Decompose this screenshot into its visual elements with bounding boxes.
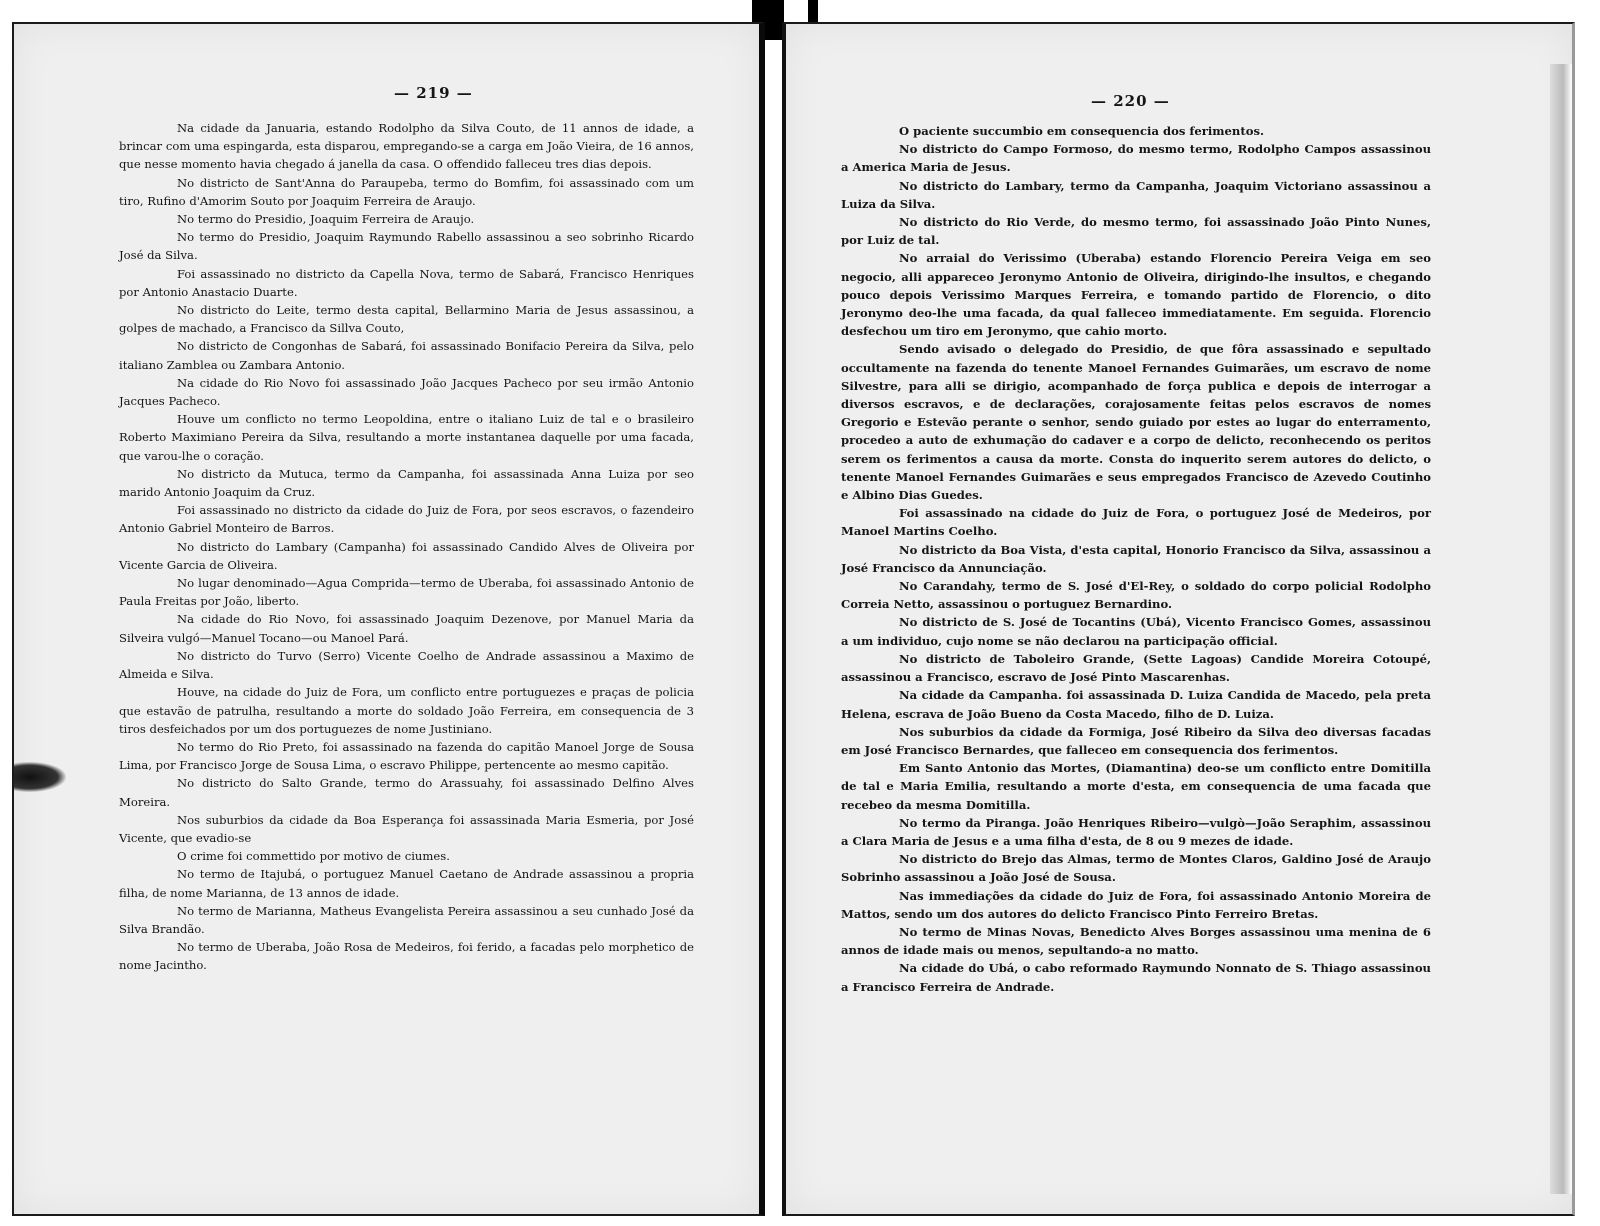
paragraph: No termo da Piranga. João Henriques Ribeiro—vulgò—João Seraphim, assassinou a Clara Maria de Jesus e a uma filha d'esta, de 8 ou 9 mezes de idade.	[841, 815, 1431, 848]
paragraph: No termo do Rio Preto, foi assassinado na fazenda do capitão Manoel Jorge de Sousa Lima, por Francisco Jorge de Sousa Lima, o escravo Philippe, pertencente ao mesmo capitão.	[119, 739, 694, 773]
left-page	[12, 22, 765, 1216]
paragraph: Em Santo Antonio das Mortes, (Diamantina) deo-se um conflicto entre Domitilla de tal e Maria Emilia, resultando a morte d'esta, em consequencia de uma facada que recebeo da mesma Domitilla.	[841, 761, 1431, 812]
paragraph: No districto do Campo Formoso, do mesmo termo, Rodolpho Campos assassinou a America Maria de Jesus.	[841, 142, 1431, 175]
paragraph: O crime foi commettido por motivo de ciumes.	[177, 849, 450, 864]
paragraph: No districto de S. José de Tocantins (Ubá), Vicento Francisco Gomes, assassinou a um individuo, cujo nome se não declarou na participação official.	[841, 615, 1431, 648]
page-number-219: — 219 —	[394, 84, 473, 102]
ink-blot	[14, 762, 66, 792]
paragraph: No termo de Marianna, Matheus Evangelista Pereira assassinou a seu cunhado José da Silva Brandão.	[119, 903, 694, 936]
paragraph: Na cidade da Januaria, estando Rodolpho da Silva Couto, de 11 annos de idade, a brincar com uma espingarda, esta disparou, empregando-se a carga em João Vieira, de 16 annos, que nesse momento havia chegado á janella da casa. O offendido falleceu tres dias depois.	[119, 121, 694, 172]
paragraph: No districto do Turvo (Serro) Vicente Coelho de Andrade assassinou a Maximo de Almeida e Silva.	[119, 648, 694, 682]
paragraph: Houve um conflicto no termo Leopoldina, entre o italiano Luiz de tal e o brasileiro Roberto Maximiano Pereira da Silva, resultando a morte instantanea daquelle por uma facada, que varou-lhe o coração.	[119, 412, 694, 463]
paragraph: No districto do Brejo das Almas, termo de Montes Claros, Galdino José de Araujo Sobrinho assassinou a João José de Sousa.	[841, 852, 1431, 885]
paragraph: No districto da Mutuca, termo da Campanha, foi assassinada Anna Luiza por seo marido Antonio Joaquim da Cruz.	[119, 466, 694, 500]
paragraph: Nas immediações da cidade do Juiz de Fora, foi assassinado Antonio Moreira de Mattos, sendo um dos autores do delicto Francisco Pinto Ferreiro Bretas.	[841, 888, 1431, 921]
paragraph: No districto do Leite, termo desta capital, Bellarmino Maria de Jesus assassinou, a golpes de machado, a Francisco da Sillva Couto,	[119, 303, 694, 336]
paragraph: No termo de Minas Novas, Benedicto Alves Borges assassinou uma menina de 6 annos de idade mais ou menos, sepultando-a no matto.	[841, 924, 1431, 958]
page-edge	[1550, 64, 1572, 1194]
paragraph: No termo do Presidio, Joaquim Ferreira de Araujo.	[177, 212, 475, 227]
paragraph: Foi assassinado na cidade do Juiz de Fora, o portuguez José de Medeiros, por Manoel Martins Coelho.	[841, 506, 1431, 539]
paragraph: Foi assassinado no districto da Capella Nova, termo de Sabará, Francisco Henriques por Antonio Anastacio Duarte.	[119, 266, 694, 299]
paragraph: No districto do Rio Verde, do mesmo termo, foi assassinado João Pinto Nunes, por Luiz de tal.	[841, 215, 1431, 248]
paragraph: Sendo avisado o delegado do Presidio, de que fôra assassinado e sepultado occultamente na fazenda do tenente Manoel Fernandes Guimarães, um escravo de nome Silvestre, para alli se dirigio, acompanhado de força publica e depois de interrogar a diversos escravos, e de declarações, corajosamente feitas pelos escravos de nomes Gregorio e Estevão perante o senhor, sendo guiado por estes ao lugar do enterramento, procedeo a auto de exhumação do cadaver e a corpo de delicto, reconhecendo os peritos serem os ferimentos a causa da morte. Consta do inquerito serem autores do delicto, o tenente Manoel Fernandes Guimarães e seus empregados Francisco de Azevedo Coutinho e Albino Dias Guedes.	[841, 342, 1431, 503]
paragraph: Foi assassinado no districto da cidade do Juiz de Fora, por seos escravos, o fazendeiro Antonio Gabriel Monteiro de Barros.	[119, 503, 694, 536]
paragraph: No termo de Itajubá, o portuguez Manuel Caetano de Andrade assassinou a propria filha, de nome Marianna, de 13 annos de idade.	[119, 867, 694, 900]
page-number-220: — 220 —	[1091, 92, 1170, 110]
right-page	[782, 22, 1575, 1216]
paragraph: Na cidade do Rio Novo, foi assassinado Joaquim Dezenove, por Manuel Maria da Silveira vulgó—Manuel Tocano—ou Manoel Pará.	[119, 612, 694, 645]
paragraph: Na cidade do Rio Novo foi assassinado João Jacques Pacheco por seu irmão Antonio Jacques Pacheco.	[119, 375, 694, 409]
paragraph: Nos suburbios da cidade da Boa Esperança foi assassinada Maria Esmeria, por José Vicente, que evadio-se	[119, 812, 694, 845]
left-page-text	[119, 119, 694, 975]
paragraph: No arraial do Verissimo (Uberaba) estando Florencio Pereira Veiga em seo negocio, alli appareceo Jeronymo Antonio de Oliveira, dirigindo-lhe insultos, e chegando pouco depois Verissimo Marques Ferreira, e tomando partido de Florencio, o dito Jeronymo deo-lhe uma facada, da qual falleceo immediatamente. Em seguida. Florencio desfechou um tiro em Jeronymo, que cahio morto.	[841, 251, 1431, 339]
right-page-text	[841, 122, 1431, 996]
paragraph: No districto da Boa Vista, d'esta capital, Honorio Francisco da Silva, assassinou a José Francisco da Annunciação.	[841, 542, 1431, 575]
paragraph: No districto de Congonhas de Sabará, foi assassinado Bonifacio Pereira da Silva, pelo italiano Zamblea ou Zambara Antonio.	[119, 339, 694, 372]
paragraph: No termo do Presidio, Joaquim Raymundo Rabello assassinou a seo sobrinho Ricardo José da Silva.	[119, 230, 694, 263]
paragraph: No districto de Sant'Anna do Paraupeba, termo do Bomfim, foi assassinado com um tiro, Rufino d'Amorim Souto por Joaquim Ferreira de Araujo.	[119, 175, 694, 208]
paragraph: O paciente succumbio em consequencia dos ferimentos.	[899, 124, 1265, 138]
paragraph: No districto de Taboleiro Grande, (Sette Lagoas) Candide Moreira Cotoupé, assassinou a Francisco, escravo de José Pinto Mascarenhas.	[841, 651, 1431, 685]
paragraph: Na cidade do Ubá, o cabo reformado Raymundo Nonnato de S. Thiago assassinou a Francisco Ferreira de Andrade.	[841, 961, 1431, 994]
paragraph: Na cidade da Campanha. foi assassinada D. Luiza Candida de Macedo, pela preta Helena, escrava de João Bueno da Costa Macedo, filho de D. Luiza.	[841, 688, 1431, 721]
paragraph: No termo de Uberaba, João Rosa de Medeiros, foi ferido, a facadas pelo morphetico de nome Jacintho.	[119, 940, 694, 973]
paragraph: No districto do Lambary (Campanha) foi assassinado Candido Alves de Oliveira por Vicente Garcia de Oliveira.	[119, 539, 694, 572]
paragraph: No Carandahy, termo de S. José d'El-Rey, o soldado do corpo policial Rodolpho Correia Netto, assassinou o portuguez Bernardino.	[841, 579, 1431, 612]
paragraph: No districto do Lambary, termo da Campanha, Joaquim Victoriano assassinou a Luiza da Silva.	[841, 178, 1431, 211]
paragraph: Nos suburbios da cidade da Formiga, José Ribeiro da Silva deo diversas facadas em José Francisco Bernardes, que falleceo em consequencia dos ferimentos.	[841, 724, 1431, 757]
paragraph: Houve, na cidade do Juiz de Fora, um conflicto entre portuguezes e praças de policia que estavão de patrulha, resultando a morte do soldado João Ferreira, em consequencia de 3 tiros desfeichados por um dos portuguezes de nome Justiniano.	[119, 685, 694, 736]
paragraph: No districto do Salto Grande, termo do Arassuahy, foi assassinado Delfino Alves Moreira.	[119, 776, 694, 809]
paragraph: No lugar denominado—Agua Comprida—termo de Uberaba, foi assassinado Antonio de Paula Freitas por João, liberto.	[119, 576, 694, 609]
